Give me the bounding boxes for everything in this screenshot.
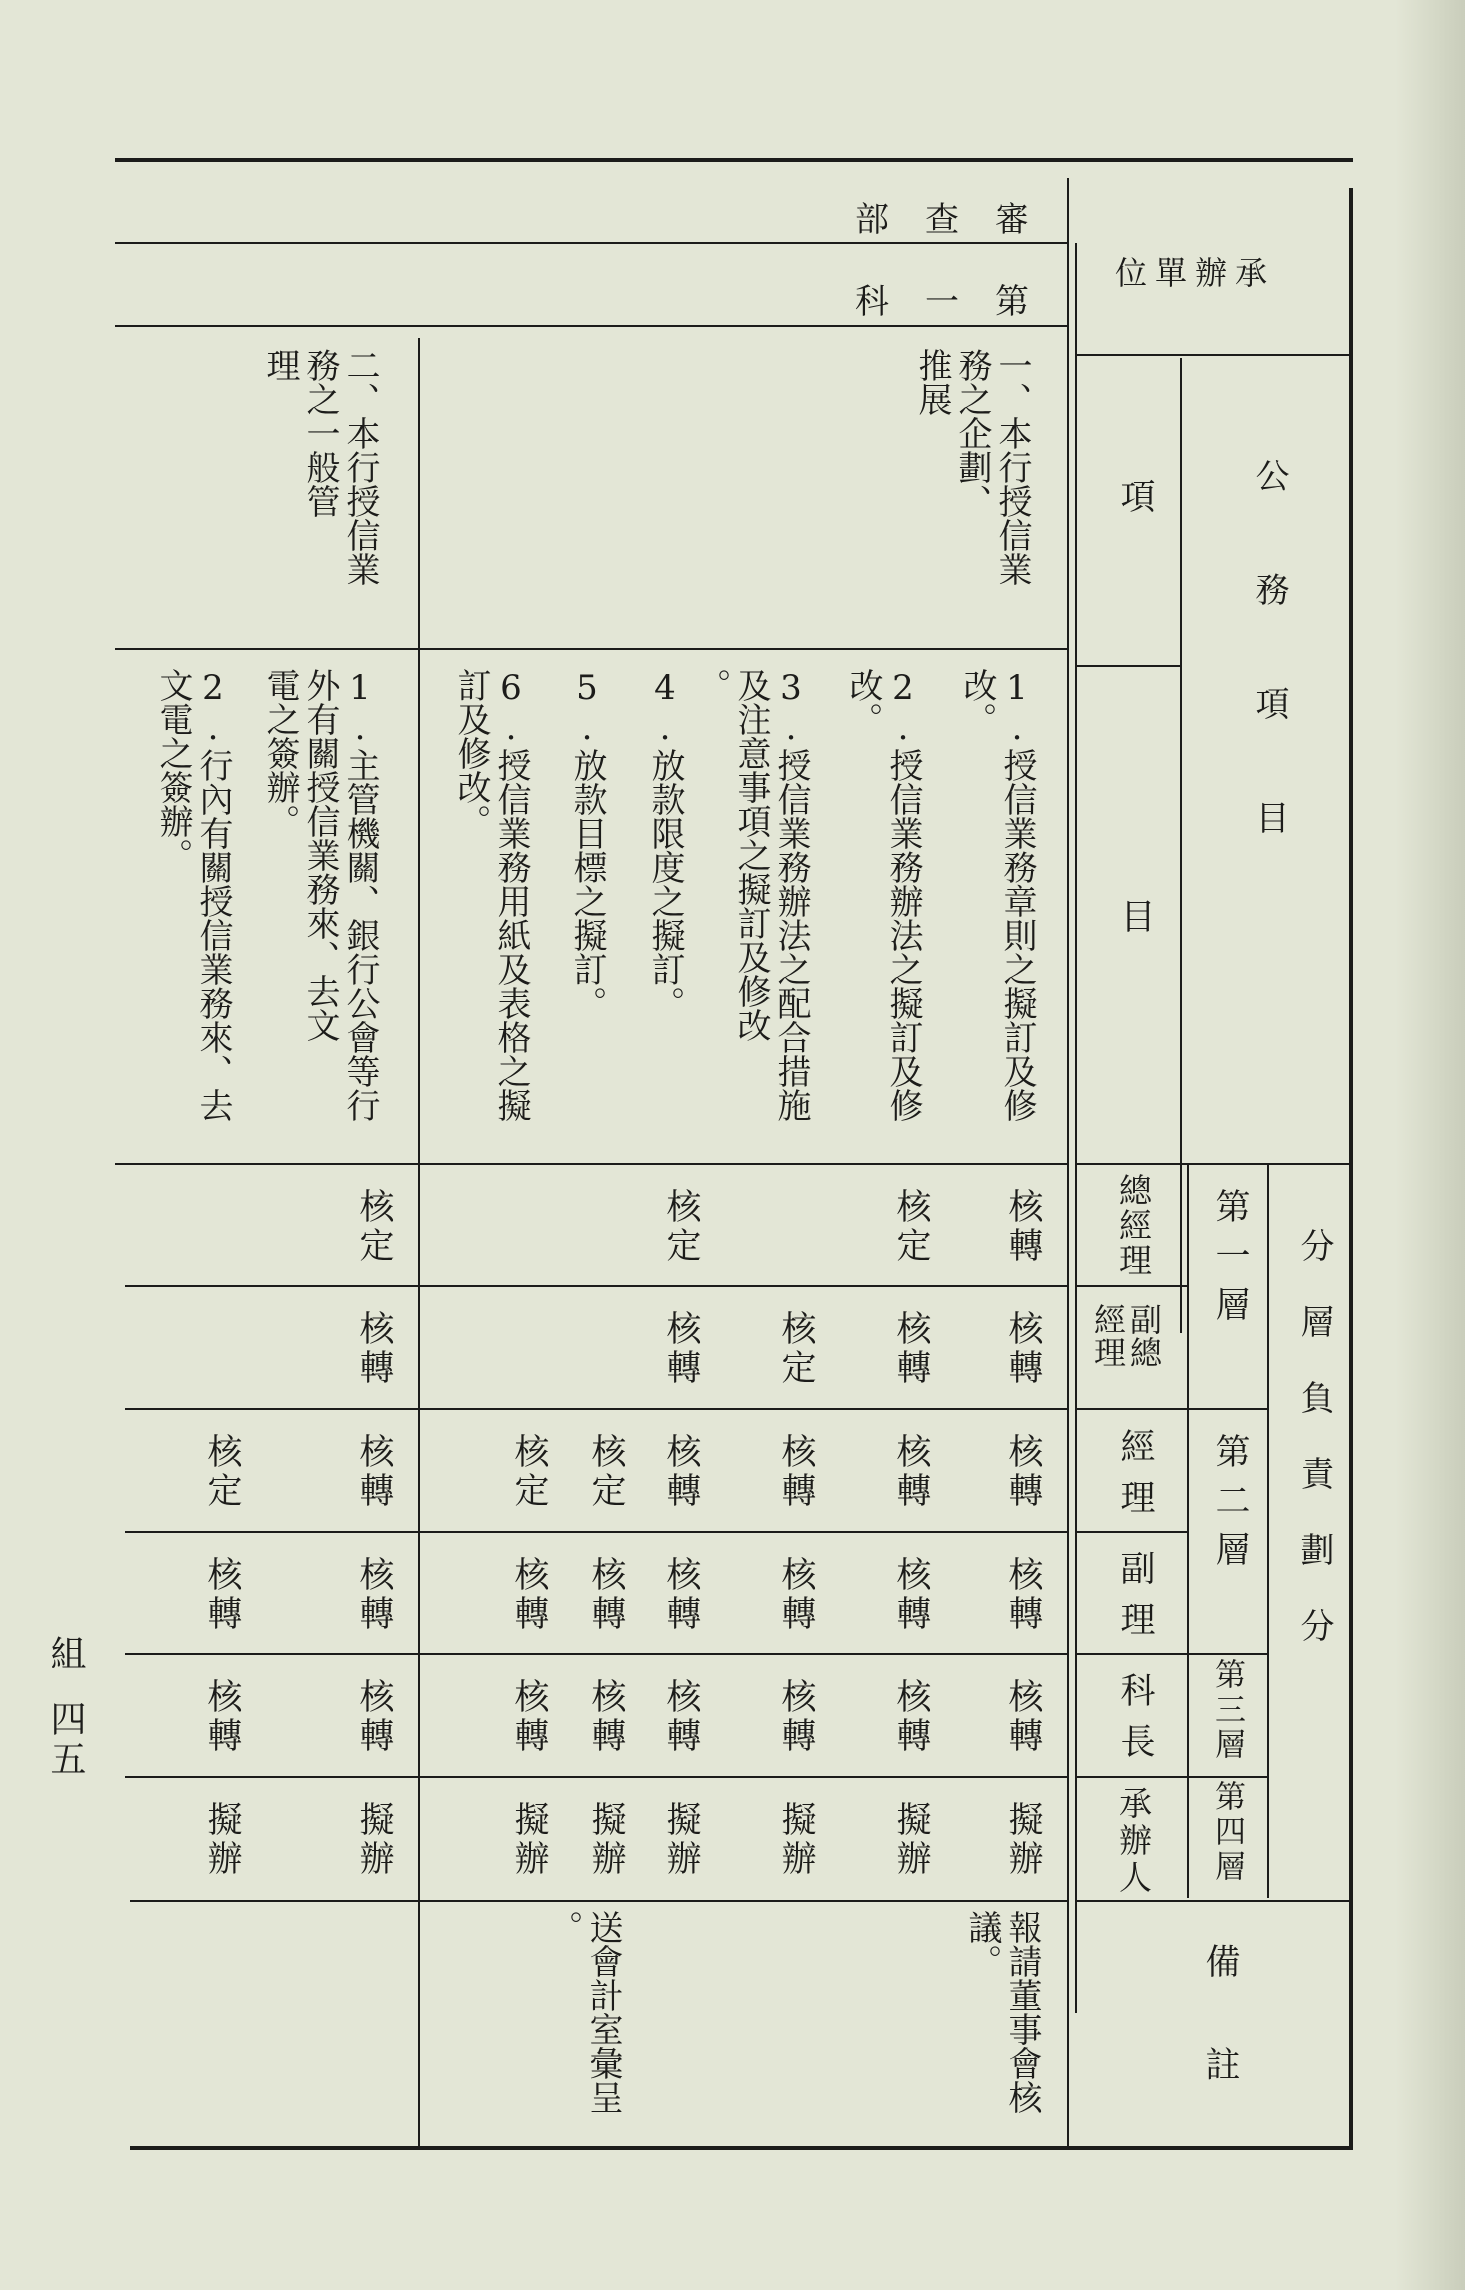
level-line-4	[125, 1653, 1067, 1655]
layer-title: 分層負責劃分	[1294, 1228, 1334, 1684]
level-cell: 核轉	[891, 1433, 931, 1511]
role-col-line	[1187, 1163, 1189, 1898]
role-general-manager: 總經理	[1114, 1173, 1153, 1278]
level-cell: 核轉	[776, 1556, 816, 1634]
level-cell: 核轉	[891, 1310, 931, 1388]
level-cell: 核轉	[202, 1678, 242, 1756]
item-label-2: 目	[1115, 898, 1155, 937]
item-1-2-text: 2.授信業務辦法之擬訂及修 改。	[843, 668, 923, 1122]
layer4-label: 第四層	[1209, 1780, 1245, 1885]
item-2-2-text: 2.行內有關授信業務來、去 文電之簽辦。	[153, 668, 233, 1122]
group-heading-1: 一、本行授信業 務之企劃、 推展	[912, 348, 1032, 586]
level-cell: 核轉	[661, 1678, 701, 1756]
role-line-3	[1077, 1531, 1187, 1533]
public-affairs-bottom	[1077, 1163, 1349, 1165]
table-bottom-border	[130, 2146, 1353, 2150]
responsibility-table	[115, 158, 1353, 2150]
item-row-line	[115, 1163, 1067, 1165]
role-handler: 承辦人	[1114, 1786, 1153, 1897]
remark-item-1-1: 報請董事會核 議。	[962, 1910, 1042, 2114]
level-cell: 核定	[509, 1433, 549, 1511]
level-cell: 核轉	[1003, 1556, 1043, 1634]
layer1-label: 第一層	[1210, 1188, 1250, 1335]
role-line-1	[1077, 1285, 1187, 1287]
level-cell: 擬辦	[586, 1801, 626, 1879]
level-cell: 核轉	[1003, 1188, 1043, 1266]
section-name: 第一科	[855, 282, 1065, 322]
level-line-2	[125, 1408, 1067, 1410]
role-line-2	[1077, 1408, 1267, 1410]
role-deputy-general-manager: 副總 經理	[1089, 1303, 1163, 1369]
level-cell: 核轉	[509, 1556, 549, 1634]
table-right-border	[1349, 188, 1353, 2150]
level-cell: 擬辦	[661, 1801, 701, 1879]
level-cell: 擬辦	[776, 1801, 816, 1879]
level-cell: 核轉	[1003, 1678, 1043, 1756]
level-cell: 核定	[354, 1188, 394, 1266]
level-cell: 核轉	[509, 1678, 549, 1756]
group-row-line	[115, 648, 1067, 650]
level-cell: 擬辦	[1003, 1801, 1043, 1879]
level-cell: 核轉	[1003, 1310, 1043, 1388]
level-cell: 核定	[661, 1188, 701, 1266]
item-col-line	[1180, 358, 1182, 1333]
level-cell: 擬辦	[891, 1801, 931, 1879]
level-cell: 核轉	[354, 1433, 394, 1511]
role-manager: 經理	[1115, 1428, 1155, 1530]
level-cell: 核轉	[776, 1678, 816, 1756]
unit-row-line	[1077, 354, 1349, 356]
level-cell: 核定	[586, 1433, 626, 1511]
level-cell: 核轉	[586, 1556, 626, 1634]
layer3-label: 第三層	[1209, 1658, 1245, 1763]
level-cell: 核轉	[1003, 1433, 1043, 1511]
item-label-line	[1077, 665, 1180, 667]
level-cell: 擬辦	[509, 1801, 549, 1879]
level-line-1	[125, 1285, 1067, 1287]
page-edge	[1395, 0, 1465, 2290]
item-1-3-text: 3.授信業務辦法之配合措施 及注意事項之擬訂及修改 。	[691, 668, 811, 1122]
level-cell: 擬辦	[354, 1801, 394, 1879]
level-cell: 核轉	[354, 1556, 394, 1634]
layer2-label: 第二層	[1210, 1433, 1250, 1580]
section-row-line	[115, 325, 1067, 327]
level-cell: 核定	[891, 1188, 931, 1266]
item-label-1: 項	[1115, 478, 1155, 517]
dept-row-line	[115, 242, 1067, 244]
level-line-3	[125, 1531, 1067, 1533]
side-char: 組	[45, 1635, 86, 1671]
role-section-chief: 科長	[1115, 1672, 1155, 1774]
level-cell: 核轉	[891, 1556, 931, 1634]
level-cell: 核定	[202, 1433, 242, 1511]
page-number: 四五	[45, 1700, 86, 1780]
item-1-1-text: 1.授信業務章則之擬訂及修 改。	[957, 668, 1037, 1122]
header-divider	[1067, 178, 1069, 2146]
dept-name: 審查部	[855, 200, 1065, 240]
remark-row-line	[130, 1900, 1067, 1902]
content-left-line	[1075, 243, 1077, 2013]
level-cell: 核轉	[586, 1678, 626, 1756]
role-line-4	[1077, 1653, 1267, 1655]
unit-label: 承辦單位	[1115, 254, 1276, 292]
layer-col-line	[1267, 1163, 1269, 1898]
table-top-border	[115, 158, 1353, 162]
level-cell: 核轉	[354, 1310, 394, 1388]
level-cell: 核定	[776, 1310, 816, 1388]
remarks-header-line	[1077, 1900, 1349, 1902]
level-cell: 核轉	[354, 1678, 394, 1756]
item-1-4-text: 4.放款限度之擬訂。	[645, 668, 685, 1020]
level-line-5	[125, 1776, 1067, 1778]
level-cell: 核轉	[661, 1556, 701, 1634]
remark-item-1-5: 送會計室彙呈 。	[543, 1910, 623, 2114]
role-deputy-manager: 副理	[1115, 1550, 1155, 1652]
item-1-5-text: 5.放款目標之擬訂。	[567, 668, 607, 1020]
role-line-5	[1077, 1776, 1267, 1778]
public-affairs-label: 公務項目	[1249, 458, 1289, 914]
level-cell: 核轉	[202, 1556, 242, 1634]
level-cell: 擬辦	[202, 1801, 242, 1879]
item-1-6-text: 6.授信業務用紙及表格之擬 訂及修改。	[451, 668, 531, 1122]
level-cell: 核轉	[891, 1678, 931, 1756]
level-cell: 核轉	[661, 1310, 701, 1388]
level-cell: 核轉	[776, 1433, 816, 1511]
group-divider	[418, 338, 420, 2146]
item-2-1-text: 1.主管機關、銀行公會等行 外有關授信業務來、去文 電之簽辦。	[260, 668, 380, 1122]
remarks-label: 備註	[1200, 1943, 1240, 2149]
level-cell: 核轉	[661, 1433, 701, 1511]
group-heading-2: 二、本行授信業 務之一般管 理	[260, 348, 380, 586]
